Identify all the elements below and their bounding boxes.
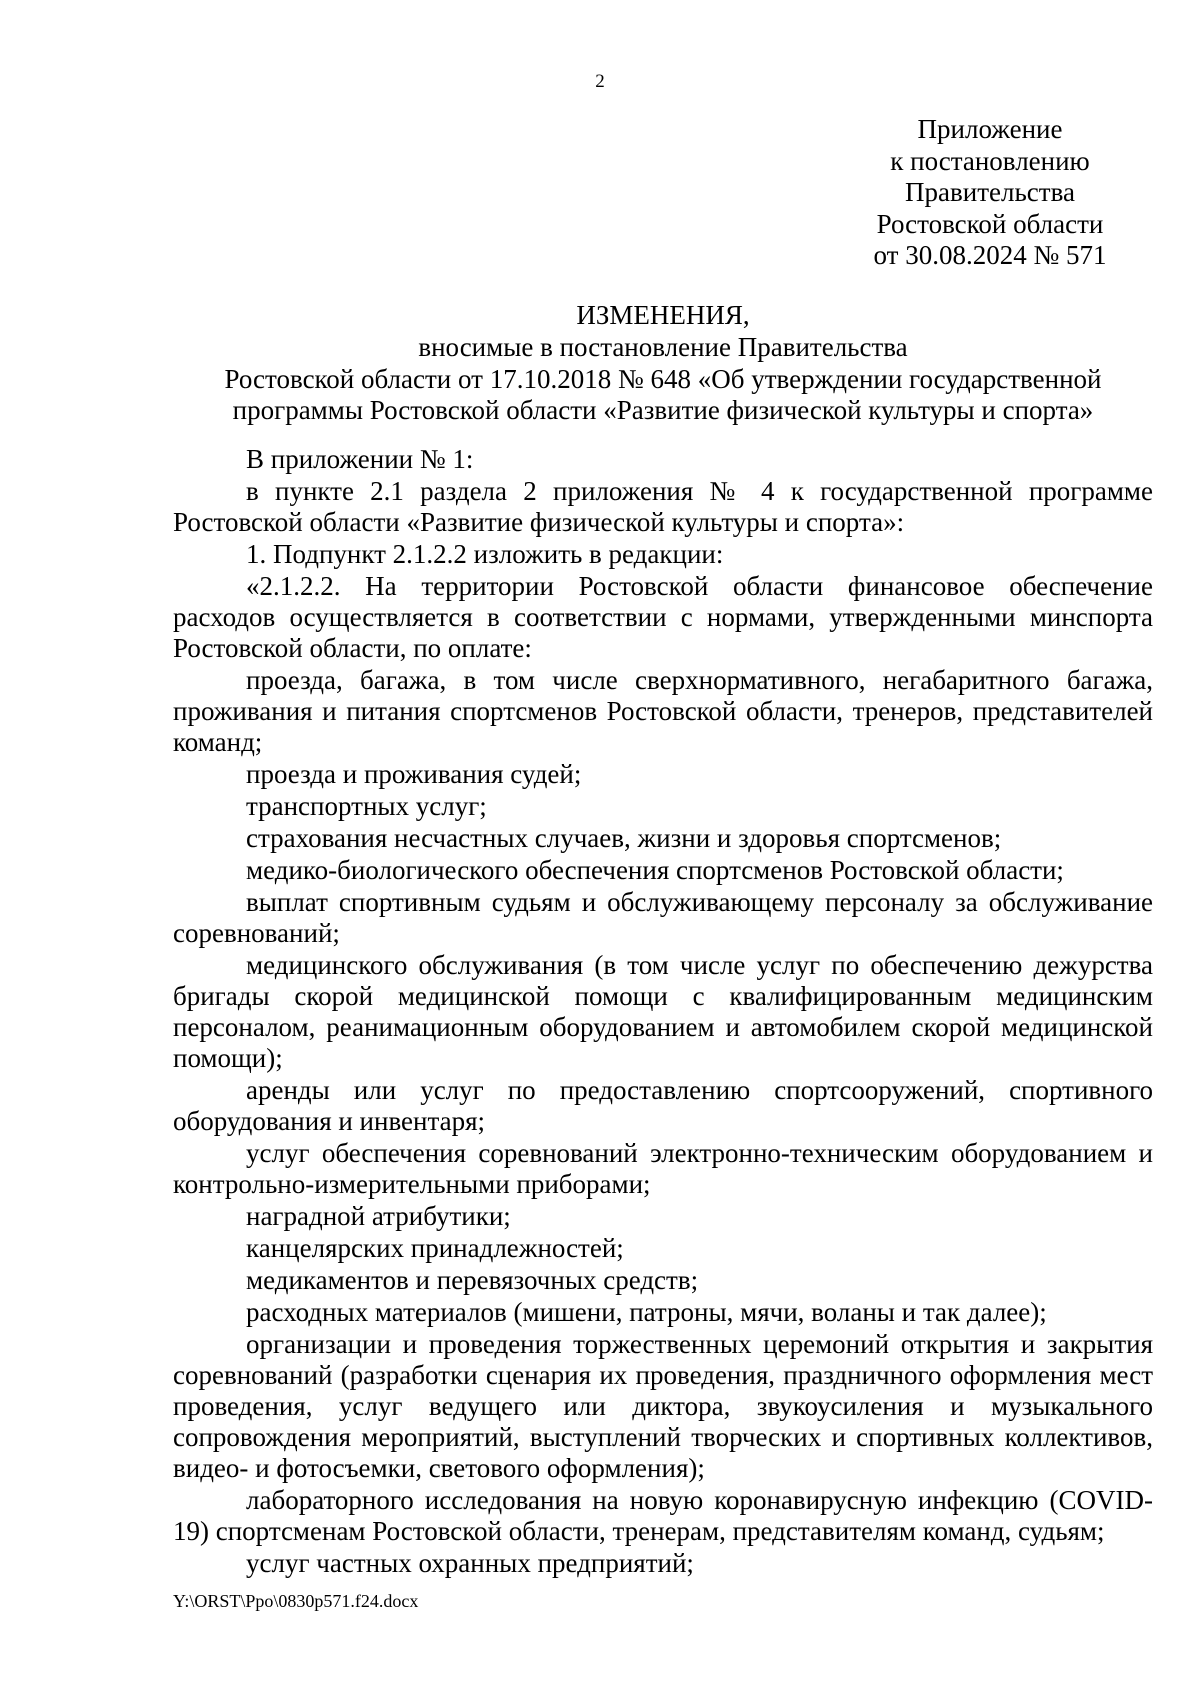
body-paragraph: наградной атрибутики; xyxy=(246,1201,511,1231)
appendix-line: Правительства xyxy=(905,177,1075,207)
body-paragraph: транспортных услуг; xyxy=(246,791,487,821)
body-paragraph: 1. Подпункт 2.1.2.2 изложить в редакции: xyxy=(246,539,724,569)
document-title xyxy=(173,300,1153,427)
body-paragraph: в пункте 2.1 раздела 2 приложения № 4 к государственной программе Ростовской области «Развитие физической культуры и спорта»: xyxy=(173,476,1153,537)
page-number: 2 xyxy=(595,71,605,92)
body-paragraph: услуг частных охранных предприятий; xyxy=(246,1548,694,1578)
body-paragraph: медикаментов и перевязочных средств; xyxy=(246,1265,699,1295)
body-paragraph: аренды или услуг по предоставлению спортсооружений, спортивного оборудования и инвентаря; xyxy=(173,1075,1153,1136)
title-line: программы Ростовской области «Развитие физической культуры и спорта» xyxy=(232,395,1094,426)
body-paragraph: В приложении № 1: xyxy=(246,444,474,474)
body-paragraph: «2.1.2.2. На территории Ростовской области финансовое обеспечение расходов осуществляется в соответствии с нормами, утвержденными минспорта Ростовской области, по оплате: xyxy=(173,571,1153,663)
body-paragraph: канцелярских принадлежностей; xyxy=(246,1233,624,1263)
body-paragraph: услуг обеспечения соревнований электронно-техническим оборудованием и контрольно-измерительными приборами; xyxy=(173,1138,1153,1199)
appendix-line: к постановлению xyxy=(890,145,1090,176)
body-paragraph: проезда, багажа, в том числе сверхнормативного, негабаритного багажа, проживания и питания спортсменов Ростовской области, тренеров, представителей команд; xyxy=(173,665,1153,757)
body-paragraph: лабораторного исследования на новую коронавирусную инфекцию (COVID-19) спортсменам Ростовской области, тренерам, представителям команд, судьям; xyxy=(173,1485,1153,1546)
appendix-block xyxy=(840,114,1140,272)
body-paragraph: проезда и проживания судей; xyxy=(246,759,582,789)
body-paragraph: страхования несчастных случаев, жизни и здоровья спортсменов; xyxy=(246,823,1002,853)
body-paragraph: выплат спортивным судьям и обслуживающему персоналу за обслуживание соревнований; xyxy=(173,887,1153,948)
document-body xyxy=(173,444,1153,1580)
body-paragraph: организации и проведения торжественных церемоний открытия и закрытия соревнований (разработки сценария их проведения, праздничного оформления мест проведения, услуг ведущего или диктора, звукоусиления и музыкального сопровождения мероприятий, выступлений творческих и спортивных коллективов, видео- и фотосъемки, светового оформления); xyxy=(173,1329,1153,1483)
body-paragraph: медико-биологического обеспечения спортсменов Ростовской области; xyxy=(246,855,1064,885)
footer-file-path: Y:\ORST\Ppo\0830p571.f24.docx xyxy=(173,1591,419,1611)
body-paragraph: медицинского обслуживания (в том числе услуг по обеспечению дежурства бригады скорой медицинской помощи с квалифицированным медицинским персоналом, реанимационным оборудованием и автомобилем скорой медицинской помощи); xyxy=(173,950,1153,1073)
appendix-line: Ростовской области xyxy=(876,208,1104,239)
appendix-line: Приложение xyxy=(917,114,1063,144)
appendix-line: от 30.08.2024 № 571 xyxy=(873,240,1107,270)
title-heading: ИЗМЕНЕНИЯ, xyxy=(576,300,750,330)
title-line: Ростовской области от 17.10.2018 № 648 «Об утверждении государственной xyxy=(224,363,1102,394)
title-line: вносимые в постановление Правительства xyxy=(418,331,908,362)
body-paragraph: расходных материалов (мишени, патроны, мячи, воланы и так далее); xyxy=(246,1297,1047,1327)
